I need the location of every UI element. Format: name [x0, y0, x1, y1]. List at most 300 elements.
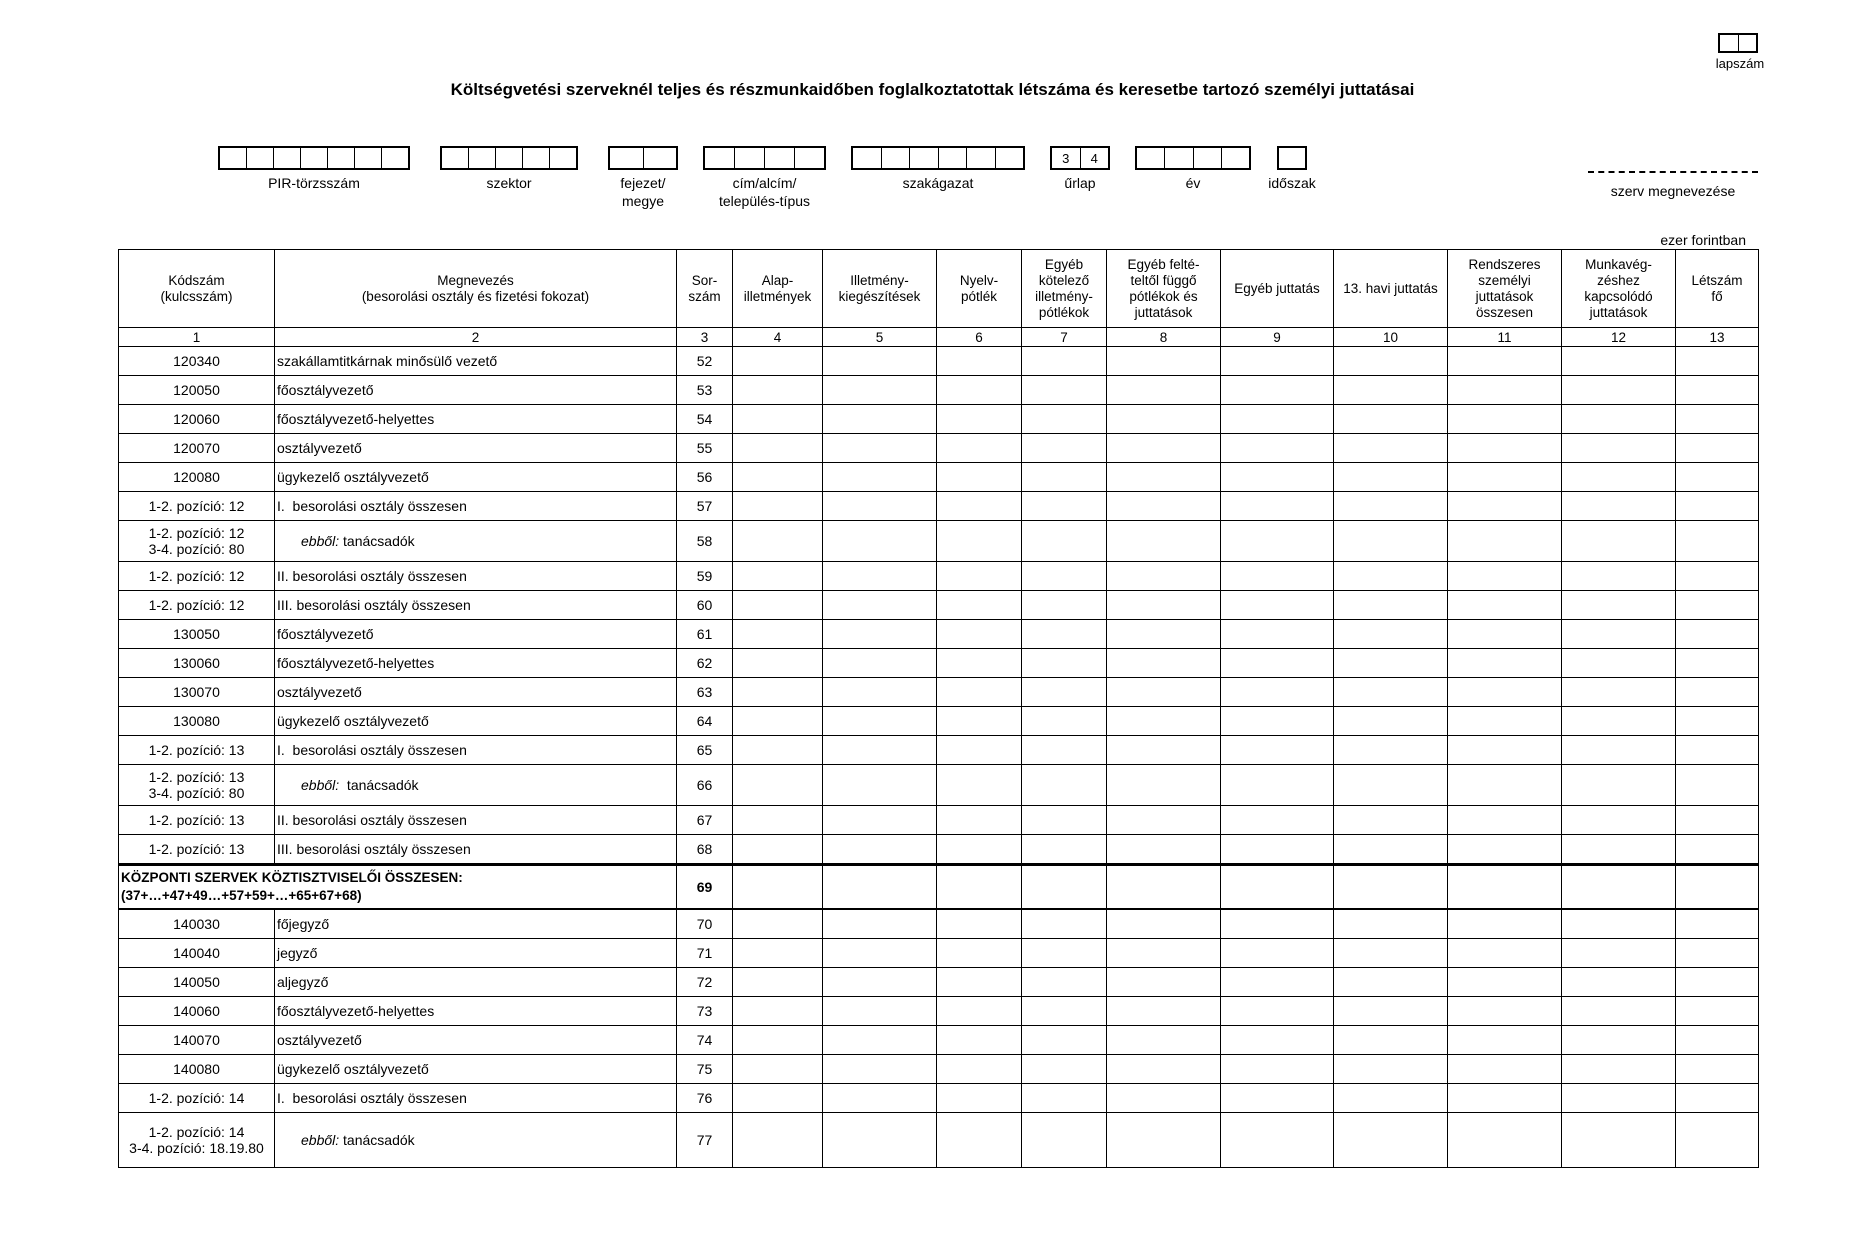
- value-input-cell[interactable]: [1022, 1113, 1107, 1168]
- value-input-cell[interactable]: [1334, 649, 1448, 678]
- value-input-cell[interactable]: [1562, 909, 1676, 939]
- name-cell: ügykezelő osztályvezető: [275, 707, 677, 736]
- value-input-cell[interactable]: [823, 405, 937, 434]
- value-input-cell[interactable]: [1562, 463, 1676, 492]
- row-number-cell: 70: [677, 909, 733, 939]
- value-input-cell[interactable]: [1022, 806, 1107, 835]
- value-input-cell[interactable]: [1334, 562, 1448, 591]
- value-input-cell[interactable]: [823, 997, 937, 1026]
- value-input-cell[interactable]: [1221, 806, 1334, 835]
- value-input-cell[interactable]: [1448, 736, 1562, 765]
- value-input-cell[interactable]: [1562, 968, 1676, 997]
- value-input-cell[interactable]: [1448, 521, 1562, 562]
- value-input-cell[interactable]: [1221, 765, 1334, 806]
- value-input-cell[interactable]: [823, 1055, 937, 1084]
- value-input-cell[interactable]: [1448, 968, 1562, 997]
- value-input-cell[interactable]: [823, 620, 937, 649]
- value-input-cell[interactable]: [1448, 997, 1562, 1026]
- value-input-cell[interactable]: [1107, 707, 1221, 736]
- value-input-cell[interactable]: [823, 707, 937, 736]
- value-input-cell[interactable]: [1221, 939, 1334, 968]
- value-input-cell[interactable]: [1676, 736, 1759, 765]
- value-input-cell[interactable]: [1334, 736, 1448, 765]
- column-number: 1: [119, 328, 275, 347]
- value-input-cell[interactable]: [1676, 1084, 1759, 1113]
- value-input-cell[interactable]: [1676, 1113, 1759, 1168]
- value-input-cell[interactable]: [1334, 620, 1448, 649]
- value-input-cell[interactable]: [937, 1084, 1022, 1113]
- value-input-cell[interactable]: [1676, 521, 1759, 562]
- value-input-cell[interactable]: [823, 434, 937, 463]
- name-cell: III. besorolási osztály összesen: [275, 835, 677, 865]
- code-cell: 1-2. pozíció: 12: [119, 492, 275, 521]
- value-input-cell[interactable]: [1334, 463, 1448, 492]
- column-number: 7: [1022, 328, 1107, 347]
- sector-label: szektor: [486, 175, 532, 191]
- value-input-cell[interactable]: [1221, 736, 1334, 765]
- value-input-cell[interactable]: [1107, 347, 1221, 376]
- value-input-cell[interactable]: [1022, 649, 1107, 678]
- value-input-cell[interactable]: [1562, 562, 1676, 591]
- value-input-cell[interactable]: [1448, 835, 1562, 865]
- value-input-cell[interactable]: [1022, 492, 1107, 521]
- organization-name-line[interactable]: [1588, 171, 1758, 173]
- value-input-cell[interactable]: [1221, 1084, 1334, 1113]
- value-input-cell[interactable]: [1221, 376, 1334, 405]
- value-input-cell[interactable]: [1022, 434, 1107, 463]
- value-input-cell[interactable]: [1107, 765, 1221, 806]
- value-input-cell[interactable]: [937, 463, 1022, 492]
- value-input-cell[interactable]: [1107, 591, 1221, 620]
- value-input-cell[interactable]: [1334, 997, 1448, 1026]
- table-row: [119, 1113, 1759, 1168]
- value-input-cell[interactable]: [937, 347, 1022, 376]
- table-row: [119, 835, 1759, 865]
- period-field[interactable]: [1277, 146, 1307, 170]
- value-input-cell[interactable]: [1448, 678, 1562, 707]
- value-input-cell[interactable]: [1676, 562, 1759, 591]
- value-input-cell[interactable]: [1221, 678, 1334, 707]
- value-input-cell[interactable]: [1221, 521, 1334, 562]
- value-input-cell[interactable]: [1022, 909, 1107, 939]
- value-input-cell[interactable]: [1107, 405, 1221, 434]
- value-input-cell[interactable]: [937, 806, 1022, 835]
- name-text: tanácsadók: [339, 533, 415, 549]
- value-input-cell[interactable]: [1562, 1055, 1676, 1084]
- value-input-cell[interactable]: [1107, 865, 1221, 910]
- value-input-cell[interactable]: [1221, 591, 1334, 620]
- title-settlement-type-field[interactable]: [703, 146, 826, 170]
- value-input-cell[interactable]: [823, 347, 937, 376]
- value-input-cell[interactable]: [1107, 521, 1221, 562]
- value-input-cell[interactable]: [1221, 562, 1334, 591]
- total-row: [119, 865, 1759, 910]
- value-input-cell[interactable]: [1448, 939, 1562, 968]
- chapter-county-field[interactable]: [608, 146, 678, 170]
- value-input-cell[interactable]: [1221, 347, 1334, 376]
- value-input-cell[interactable]: [1107, 434, 1221, 463]
- value-input-cell[interactable]: [1334, 591, 1448, 620]
- value-input-cell[interactable]: [733, 765, 823, 806]
- value-input-cell[interactable]: [1562, 434, 1676, 463]
- value-input-cell[interactable]: [937, 1113, 1022, 1168]
- value-input-cell[interactable]: [823, 806, 937, 835]
- value-input-cell[interactable]: [1107, 806, 1221, 835]
- value-input-cell[interactable]: [733, 736, 823, 765]
- value-input-cell[interactable]: [1022, 736, 1107, 765]
- value-input-cell[interactable]: [823, 835, 937, 865]
- value-input-cell[interactable]: [1562, 492, 1676, 521]
- value-input-cell[interactable]: [823, 591, 937, 620]
- value-input-cell[interactable]: [823, 765, 937, 806]
- value-input-cell[interactable]: [1676, 678, 1759, 707]
- value-input-cell[interactable]: [733, 835, 823, 865]
- period-label: időszak: [1268, 175, 1316, 191]
- value-input-cell[interactable]: [1334, 434, 1448, 463]
- name-cell: osztályvezető: [275, 1026, 677, 1055]
- value-input-cell[interactable]: [1107, 649, 1221, 678]
- value-input-cell[interactable]: [937, 736, 1022, 765]
- value-input-cell[interactable]: [1562, 765, 1676, 806]
- value-input-cell[interactable]: [733, 997, 823, 1026]
- value-input-cell[interactable]: [733, 463, 823, 492]
- value-input-cell[interactable]: [937, 707, 1022, 736]
- value-input-cell[interactable]: [1334, 765, 1448, 806]
- value-input-cell[interactable]: [1676, 347, 1759, 376]
- row-number-cell: 74: [677, 1026, 733, 1055]
- value-input-cell[interactable]: [733, 865, 823, 910]
- value-input-cell[interactable]: [1221, 1026, 1334, 1055]
- table-row: [119, 765, 1759, 806]
- value-input-cell[interactable]: [733, 521, 823, 562]
- page-number-box[interactable]: [1718, 33, 1758, 53]
- row-number-cell: 59: [677, 562, 733, 591]
- value-input-cell[interactable]: [1107, 562, 1221, 591]
- value-input-cell[interactable]: [1221, 997, 1334, 1026]
- value-input-cell[interactable]: [1022, 376, 1107, 405]
- value-input-cell[interactable]: [733, 968, 823, 997]
- value-input-cell[interactable]: [1562, 997, 1676, 1026]
- value-input-cell[interactable]: [1221, 865, 1334, 910]
- value-input-cell[interactable]: [1022, 591, 1107, 620]
- value-input-cell[interactable]: [823, 1113, 937, 1168]
- value-input-cell[interactable]: [733, 492, 823, 521]
- value-input-cell[interactable]: [1676, 620, 1759, 649]
- row-number-cell: 54: [677, 405, 733, 434]
- value-input-cell[interactable]: [1448, 562, 1562, 591]
- value-input-cell[interactable]: [1676, 434, 1759, 463]
- value-input-cell[interactable]: [1221, 620, 1334, 649]
- value-input-cell[interactable]: [1448, 909, 1562, 939]
- value-input-cell[interactable]: [1334, 968, 1448, 997]
- value-input-cell[interactable]: [1562, 939, 1676, 968]
- value-input-cell[interactable]: [1221, 1113, 1334, 1168]
- value-input-cell[interactable]: [733, 939, 823, 968]
- value-input-cell[interactable]: [937, 678, 1022, 707]
- value-input-cell[interactable]: [1221, 649, 1334, 678]
- value-input-cell[interactable]: [823, 1026, 937, 1055]
- value-input-cell[interactable]: [1022, 463, 1107, 492]
- value-input-cell[interactable]: [1562, 521, 1676, 562]
- value-input-cell[interactable]: [1221, 405, 1334, 434]
- value-input-cell[interactable]: [1022, 1026, 1107, 1055]
- value-input-cell[interactable]: [1676, 707, 1759, 736]
- value-input-cell[interactable]: [937, 620, 1022, 649]
- column-header: Rendszeres személyi juttatások összesen: [1448, 250, 1562, 328]
- value-input-cell[interactable]: [823, 649, 937, 678]
- name-cell: [275, 1113, 677, 1168]
- value-input-cell[interactable]: [733, 434, 823, 463]
- value-input-cell[interactable]: [823, 909, 937, 939]
- value-input-cell[interactable]: [1676, 1026, 1759, 1055]
- value-input-cell[interactable]: [937, 1055, 1022, 1084]
- value-input-cell[interactable]: [823, 463, 937, 492]
- value-input-cell[interactable]: [823, 736, 937, 765]
- value-input-cell[interactable]: [1448, 376, 1562, 405]
- row-number-cell: 76: [677, 1084, 733, 1113]
- value-input-cell[interactable]: [823, 521, 937, 562]
- value-input-cell[interactable]: [733, 405, 823, 434]
- value-input-cell[interactable]: [823, 1084, 937, 1113]
- value-input-cell[interactable]: [1562, 1113, 1676, 1168]
- sector-field[interactable]: [440, 146, 578, 170]
- value-input-cell[interactable]: [1022, 521, 1107, 562]
- value-input-cell[interactable]: [937, 649, 1022, 678]
- value-input-cell[interactable]: [1676, 649, 1759, 678]
- value-input-cell[interactable]: [937, 591, 1022, 620]
- value-input-cell[interactable]: [1448, 1055, 1562, 1084]
- value-input-cell[interactable]: [733, 591, 823, 620]
- value-input-cell[interactable]: [1107, 492, 1221, 521]
- value-input-cell[interactable]: [1676, 463, 1759, 492]
- value-input-cell[interactable]: [823, 562, 937, 591]
- value-input-cell[interactable]: [1107, 909, 1221, 939]
- value-input-cell[interactable]: [1448, 806, 1562, 835]
- value-input-cell[interactable]: [1334, 806, 1448, 835]
- value-input-cell[interactable]: [1334, 1113, 1448, 1168]
- value-input-cell[interactable]: [1022, 865, 1107, 910]
- value-input-cell[interactable]: [733, 376, 823, 405]
- value-input-cell[interactable]: [937, 865, 1022, 910]
- value-input-cell[interactable]: [1221, 434, 1334, 463]
- value-input-cell[interactable]: [1022, 620, 1107, 649]
- value-input-cell[interactable]: [1334, 1055, 1448, 1084]
- value-input-cell[interactable]: [1562, 649, 1676, 678]
- value-input-cell[interactable]: [733, 806, 823, 835]
- value-input-cell[interactable]: [1334, 707, 1448, 736]
- value-input-cell[interactable]: [1676, 405, 1759, 434]
- value-input-cell[interactable]: [733, 347, 823, 376]
- value-input-cell[interactable]: [1334, 939, 1448, 968]
- value-input-cell[interactable]: [823, 492, 937, 521]
- value-input-cell[interactable]: [1562, 405, 1676, 434]
- value-input-cell[interactable]: [937, 909, 1022, 939]
- value-input-cell[interactable]: [1448, 865, 1562, 910]
- value-input-cell[interactable]: [733, 649, 823, 678]
- value-input-cell[interactable]: [1448, 434, 1562, 463]
- value-input-cell[interactable]: [1022, 939, 1107, 968]
- value-input-cell[interactable]: [1221, 492, 1334, 521]
- value-input-cell[interactable]: [823, 678, 937, 707]
- value-input-cell[interactable]: [1676, 909, 1759, 939]
- page-number-label: lapszám: [1715, 56, 1765, 71]
- table-row: [119, 347, 1759, 376]
- value-input-cell[interactable]: [1022, 347, 1107, 376]
- code-cell: 1-2. pozíció: 12: [119, 591, 275, 620]
- value-input-cell[interactable]: [1022, 835, 1107, 865]
- value-input-cell[interactable]: [1448, 765, 1562, 806]
- value-input-cell[interactable]: [1676, 1055, 1759, 1084]
- value-input-cell[interactable]: [1562, 865, 1676, 910]
- value-input-cell[interactable]: [823, 865, 937, 910]
- value-input-cell[interactable]: [1448, 1026, 1562, 1055]
- column-number: 8: [1107, 328, 1221, 347]
- value-input-cell[interactable]: [937, 376, 1022, 405]
- value-input-cell[interactable]: [1562, 1026, 1676, 1055]
- industry-code-field[interactable]: [851, 146, 1025, 170]
- value-input-cell[interactable]: [823, 939, 937, 968]
- value-input-cell[interactable]: [1107, 939, 1221, 968]
- value-input-cell[interactable]: [937, 492, 1022, 521]
- column-header: Alap- illetmények: [733, 250, 823, 328]
- value-input-cell[interactable]: [733, 562, 823, 591]
- value-input-cell[interactable]: [1448, 1113, 1562, 1168]
- value-input-cell[interactable]: [1448, 649, 1562, 678]
- value-input-cell[interactable]: [733, 909, 823, 939]
- value-input-cell[interactable]: [1334, 909, 1448, 939]
- value-input-cell[interactable]: [1448, 405, 1562, 434]
- value-input-cell[interactable]: [1562, 736, 1676, 765]
- value-input-cell[interactable]: [1562, 835, 1676, 865]
- value-input-cell[interactable]: [1448, 347, 1562, 376]
- value-input-cell[interactable]: [1022, 678, 1107, 707]
- value-input-cell[interactable]: [937, 1026, 1022, 1055]
- pir-number-field[interactable]: [218, 146, 410, 170]
- value-input-cell[interactable]: [1107, 376, 1221, 405]
- total-label: KÖZPONTI SZERVEK KÖZTISZTVISELŐI ÖSSZESEN: (37+…+47+49…+57+59+…+65+67+68): [119, 865, 677, 910]
- value-input-cell[interactable]: [1334, 521, 1448, 562]
- value-input-cell[interactable]: [937, 939, 1022, 968]
- row-number-cell: 62: [677, 649, 733, 678]
- value-input-cell[interactable]: [733, 707, 823, 736]
- value-input-cell[interactable]: [1562, 620, 1676, 649]
- value-input-cell[interactable]: [1562, 591, 1676, 620]
- value-input-cell[interactable]: [733, 1026, 823, 1055]
- value-input-cell[interactable]: [1562, 707, 1676, 736]
- value-input-cell[interactable]: [1676, 835, 1759, 865]
- value-input-cell[interactable]: [1676, 591, 1759, 620]
- year-field[interactable]: [1135, 146, 1251, 170]
- value-input-cell[interactable]: [1334, 1084, 1448, 1113]
- value-input-cell[interactable]: [1107, 678, 1221, 707]
- value-input-cell[interactable]: [733, 678, 823, 707]
- value-input-cell[interactable]: [1562, 806, 1676, 835]
- value-input-cell[interactable]: [1221, 1055, 1334, 1084]
- value-input-cell[interactable]: [937, 405, 1022, 434]
- value-input-cell[interactable]: [1334, 678, 1448, 707]
- value-input-cell[interactable]: [1107, 736, 1221, 765]
- value-input-cell[interactable]: [1448, 1084, 1562, 1113]
- value-input-cell[interactable]: [1676, 939, 1759, 968]
- value-input-cell[interactable]: [1221, 909, 1334, 939]
- value-input-cell[interactable]: [1562, 347, 1676, 376]
- value-input-cell[interactable]: [1448, 620, 1562, 649]
- value-input-cell[interactable]: [1448, 591, 1562, 620]
- value-input-cell[interactable]: [1221, 707, 1334, 736]
- value-input-cell[interactable]: [1448, 707, 1562, 736]
- value-input-cell[interactable]: [1107, 620, 1221, 649]
- value-input-cell[interactable]: [733, 1113, 823, 1168]
- value-input-cell[interactable]: [1022, 997, 1107, 1026]
- value-input-cell[interactable]: [1334, 835, 1448, 865]
- value-input-cell[interactable]: [1676, 492, 1759, 521]
- value-input-cell[interactable]: [1022, 968, 1107, 997]
- value-input-cell[interactable]: [1107, 968, 1221, 997]
- value-input-cell[interactable]: [1022, 1055, 1107, 1084]
- value-input-cell[interactable]: [1676, 376, 1759, 405]
- code-cell: 1-2. pozíció: 12 3-4. pozíció: 80: [119, 521, 275, 562]
- value-input-cell[interactable]: [937, 997, 1022, 1026]
- value-input-cell[interactable]: [1676, 765, 1759, 806]
- table-row: [119, 707, 1759, 736]
- value-input-cell[interactable]: [1221, 463, 1334, 492]
- value-input-cell[interactable]: [1022, 707, 1107, 736]
- value-input-cell[interactable]: [1107, 1026, 1221, 1055]
- value-input-cell[interactable]: [1107, 1055, 1221, 1084]
- value-input-cell[interactable]: [733, 1084, 823, 1113]
- value-input-cell[interactable]: [1562, 1084, 1676, 1113]
- value-input-cell[interactable]: [1562, 376, 1676, 405]
- value-input-cell[interactable]: [1676, 806, 1759, 835]
- value-input-cell[interactable]: [1022, 562, 1107, 591]
- value-input-cell[interactable]: [1334, 347, 1448, 376]
- value-input-cell[interactable]: [1676, 997, 1759, 1026]
- value-input-cell[interactable]: [1107, 835, 1221, 865]
- value-input-cell[interactable]: [1562, 678, 1676, 707]
- value-input-cell[interactable]: [937, 835, 1022, 865]
- value-input-cell[interactable]: [1221, 968, 1334, 997]
- value-input-cell[interactable]: [1221, 835, 1334, 865]
- value-input-cell[interactable]: [937, 562, 1022, 591]
- value-input-cell[interactable]: [1107, 1084, 1221, 1113]
- value-input-cell[interactable]: [937, 521, 1022, 562]
- value-input-cell[interactable]: [823, 376, 937, 405]
- value-input-cell[interactable]: [823, 968, 937, 997]
- value-input-cell[interactable]: [1334, 376, 1448, 405]
- value-input-cell[interactable]: [1676, 865, 1759, 910]
- value-input-cell[interactable]: [937, 968, 1022, 997]
- value-input-cell[interactable]: [937, 434, 1022, 463]
- value-input-cell[interactable]: [1448, 463, 1562, 492]
- value-input-cell[interactable]: [1448, 492, 1562, 521]
- value-input-cell[interactable]: [1107, 463, 1221, 492]
- value-input-cell[interactable]: [1022, 405, 1107, 434]
- value-input-cell[interactable]: [1334, 492, 1448, 521]
- value-input-cell[interactable]: [733, 620, 823, 649]
- value-input-cell[interactable]: [1676, 968, 1759, 997]
- value-input-cell[interactable]: [1022, 1084, 1107, 1113]
- value-input-cell[interactable]: [1334, 865, 1448, 910]
- value-input-cell[interactable]: [937, 765, 1022, 806]
- name-cell: osztályvezető: [275, 434, 677, 463]
- row-number-cell: 77: [677, 1113, 733, 1168]
- value-input-cell[interactable]: [1334, 1026, 1448, 1055]
- value-input-cell[interactable]: [1107, 1113, 1221, 1168]
- value-input-cell[interactable]: [1107, 997, 1221, 1026]
- value-input-cell[interactable]: [733, 1055, 823, 1084]
- value-input-cell[interactable]: [1334, 405, 1448, 434]
- value-input-cell[interactable]: [1022, 765, 1107, 806]
